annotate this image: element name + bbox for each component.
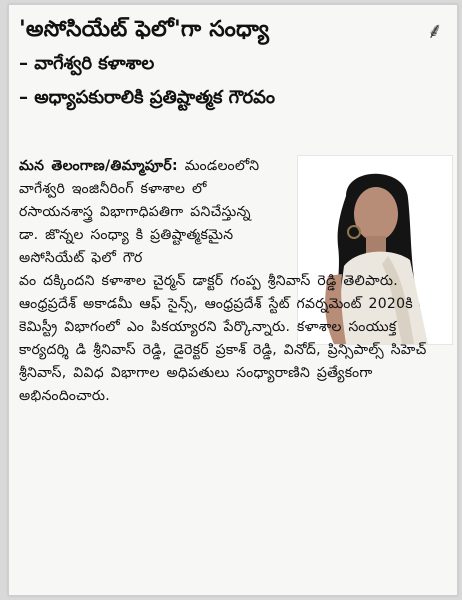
article-dateline: మన తెలంగాణ/తిమ్మాపూర్: (19, 158, 178, 174)
article-paragraph-top (19, 155, 274, 270)
headline (19, 15, 429, 113)
article-body (19, 155, 449, 408)
headline-subtitle-college: – వాగేశ్వరి కళాశాల (19, 53, 155, 74)
corner-ornament-icon: ⸙ (426, 19, 443, 44)
headline-title: 'అసోసియేట్ ఫెలో'గా సంధ్యా (19, 17, 270, 42)
article-text-bottom: వం దక్కిందని కళాశాల చైర్మన్ డాక్టర్ గంప్ప శ్రీనివాస్ రెడ్డి తెలిపారు. ఆంధ్రప్రదేశ్ అకాడమీ ఆఫ్ సైన్స్, ఆంధ్రప్రదేశ్ స్టేట్ గవర్నమెంట్ 2020కి కెమిస్ట్రీ విభాగంలో ఎం పికయ్యారని పేర్కొన్నారు. కళాశాల సంయుక్త కార్యదర్శి డి శ్రీనివాస్ రెడ్డి, డైరెక్టర్ ప్రకాశ్ రెడ్డి, వినోద్, ప్రిన్సిపాల్స్ సిహెచ్ శ్రీనివాస్, వివిధ విభాగాల అధిపతులు సంధ్యారాణిని ప్రత్యేకంగా అభినందించారు. (19, 273, 427, 404)
newspaper-clipping (8, 4, 458, 596)
article-text-top: మండలంలోని వాగేశ్వరి ఇంజినీరింగ్ కళాశాల లో రసాయనశాస్త్ర విభాగాధిపతిగా పనిచేస్తున్న డా. జొన్నల సంధ్యా కి ప్రతిష్టాత్మకమైన అసోసియేట్ ఫెలో గౌర (19, 158, 260, 266)
headline-subtitle-honour: – అధ్యాపకురాలికి ప్రతిష్టాత్మక గౌరవం (19, 87, 276, 108)
